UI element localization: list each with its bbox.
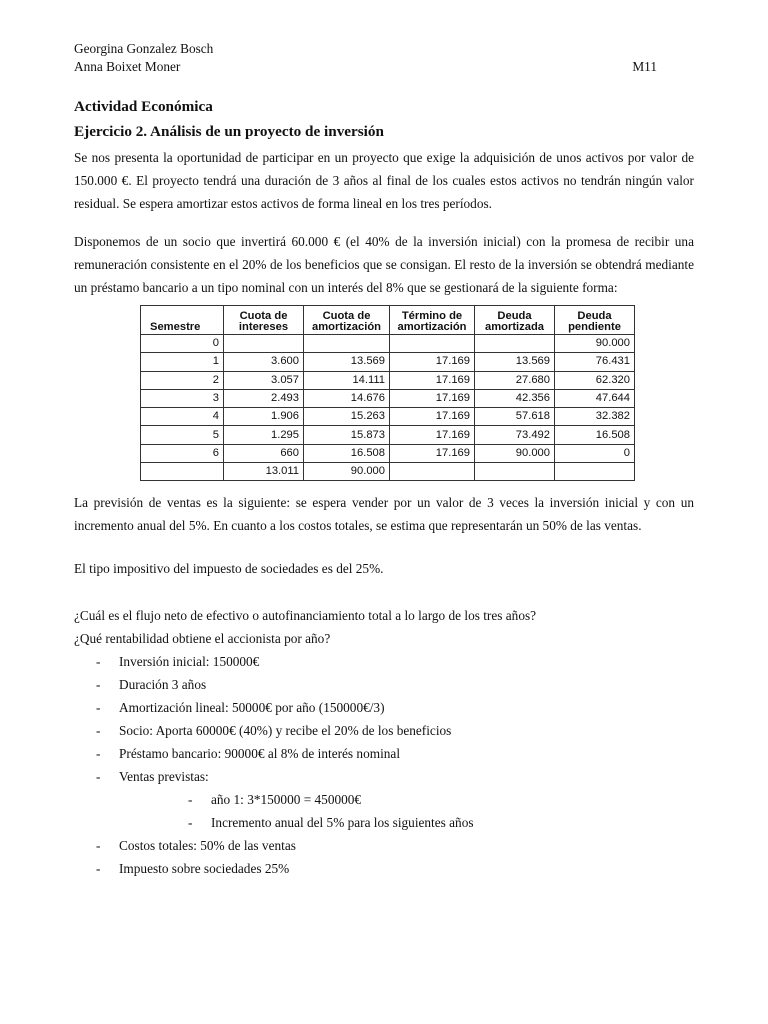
list-item: - Costos totales: 50% de las ventas	[74, 834, 694, 857]
table-cell: 1	[141, 353, 224, 371]
summary-list	[74, 650, 694, 880]
table-cell: 62.320	[555, 371, 635, 389]
table-cell: 3	[141, 389, 224, 407]
author-name-1: Georgina Gonzalez Bosch	[74, 41, 214, 56]
course-code: M11	[632, 59, 657, 74]
list-item: - Socio: Aporta 60000€ (40%) y recibe el 20% de los beneficios	[74, 719, 694, 742]
table-cell: 0	[555, 444, 635, 462]
header-cuota-amortizacion: Cuota de amortización	[304, 306, 390, 335]
table-cell: 14.676	[304, 389, 390, 407]
list-item-label: Ventas previstas:	[119, 769, 209, 785]
table-cell	[475, 463, 555, 481]
paragraph-partner: Disponemos de un socio que invertirá 60.000 € (el 40% de la inversión inicial) con la promesa de recibir una remuneración consistente en el 20% de los beneficios que se consigan. El resto de la inversión se obtendrá mediante un préstamo bancario a un tipo nominal con un interés del 8% que se gestionará de la siguiente forma:	[74, 234, 694, 295]
table-cell: 16.508	[304, 444, 390, 462]
author-name-2: Anna Boixet Moner	[74, 59, 181, 74]
table-cell: 17.169	[390, 408, 475, 426]
table-cell: 1.295	[224, 426, 304, 444]
table-cell: 27.680	[475, 371, 555, 389]
table-cell	[390, 463, 475, 481]
list-item: - Inversión inicial: 150000€	[74, 650, 694, 673]
table-row	[141, 389, 635, 407]
question-cash-flow: ¿Cuál es el flujo neto de efectivo o autofinanciamiento total a lo largo de los tres años?	[74, 608, 537, 624]
table-row	[141, 426, 635, 444]
table-cell: 3.057	[224, 371, 304, 389]
table-cell: 76.431	[555, 353, 635, 371]
table-cell: 90.000	[475, 444, 555, 462]
table-cell	[390, 335, 475, 353]
paragraph-investment: Se nos presenta la oportunidad de participar en un proyecto que exige la adquisición de unos activos por valor de 150.000 €. El proyecto tendrá una duración de 3 años al final de los cuales estos activos no tendrán ningún valor residual. Se espera amortizar estos activos de forma lineal en los tres períodos.	[74, 150, 694, 211]
header-deuda-amortizada: Deuda amortizada	[475, 306, 555, 335]
table-cell: 5	[141, 426, 224, 444]
sub-list	[119, 788, 694, 834]
loan-table-wrapper	[140, 305, 694, 481]
header-deuda-pendiente: Deuda pendiente	[555, 306, 635, 335]
paragraph-sales-forecast: La previsión de ventas es la siguiente: se espera vender por un valor de 3 veces la inversión inicial y con un incremento anual del 5%. En cuanto a los costos totales, se estima que representarán un 50% de las ventas.	[74, 495, 694, 534]
table-cell: 1.906	[224, 408, 304, 426]
table-cell: 0	[141, 335, 224, 353]
table-cell: 4	[141, 408, 224, 426]
header-author-1	[74, 40, 694, 58]
list-item: - Amortización lineal: 50000€ por año (150000€/3)	[74, 696, 694, 719]
table-cell: 17.169	[390, 371, 475, 389]
list-item: - Impuesto sobre sociedades 25%	[74, 857, 694, 880]
list-item	[74, 765, 694, 834]
table-cell: 3.600	[224, 353, 304, 371]
table-cell: 32.382	[555, 408, 635, 426]
list-item: - Duración 3 años	[74, 673, 694, 696]
sub-list-item: - Incremento anual del 5% para los siguientes años	[119, 811, 694, 834]
header-semestre: Semestre	[141, 306, 224, 335]
sub-list-item: - año 1: 3*150000 = 450000€	[119, 788, 694, 811]
document-page	[74, 40, 694, 880]
table-cell: 17.169	[390, 426, 475, 444]
total-intereses: 13.011	[224, 463, 304, 481]
loan-amortization-table	[140, 305, 635, 481]
table-cell: 90.000	[555, 335, 635, 353]
table-row	[141, 335, 635, 353]
question-profitability: ¿Qué rentabilidad obtiene el accionista por año?	[74, 631, 331, 647]
table-cell: 14.111	[304, 371, 390, 389]
table-cell: 17.169	[390, 353, 475, 371]
table-cell: 47.644	[555, 389, 635, 407]
table-cell: 57.618	[475, 408, 555, 426]
header-author-2	[74, 58, 694, 76]
table-cell	[555, 463, 635, 481]
table-header-row	[141, 306, 635, 335]
table-row	[141, 408, 635, 426]
table-totals-row	[141, 463, 635, 481]
table-row	[141, 444, 635, 462]
exercise-heading: Ejercicio 2. Análisis de un proyecto de inversión	[74, 123, 384, 140]
table-cell	[475, 335, 555, 353]
table-cell: 13.569	[304, 353, 390, 371]
list-item: - Préstamo bancario: 90000€ al 8% de interés nominal	[74, 742, 694, 765]
table-cell: 2	[141, 371, 224, 389]
table-cell: 17.169	[390, 444, 475, 462]
table-cell: 16.508	[555, 426, 635, 444]
table-cell: 15.263	[304, 408, 390, 426]
table-row	[141, 371, 635, 389]
table-cell: 15.873	[304, 426, 390, 444]
header-termino-amortizacion: Término de amortización	[390, 306, 475, 335]
table-cell: 6	[141, 444, 224, 462]
table-cell: 73.492	[475, 426, 555, 444]
header-cuota-intereses: Cuota de intereses	[224, 306, 304, 335]
total-amortizacion: 90.000	[304, 463, 390, 481]
table-cell: 2.493	[224, 389, 304, 407]
table-row	[141, 353, 635, 371]
paragraph-tax: El tipo impositivo del impuesto de sociedades es del 25%.	[74, 561, 384, 577]
table-cell	[304, 335, 390, 353]
table-cell: 13.569	[475, 353, 555, 371]
table-cell: 17.169	[390, 389, 475, 407]
table-cell	[224, 335, 304, 353]
table-cell: 660	[224, 444, 304, 462]
document-title: Actividad Económica	[74, 98, 213, 115]
table-cell: 42.356	[475, 389, 555, 407]
table-cell	[141, 463, 224, 481]
